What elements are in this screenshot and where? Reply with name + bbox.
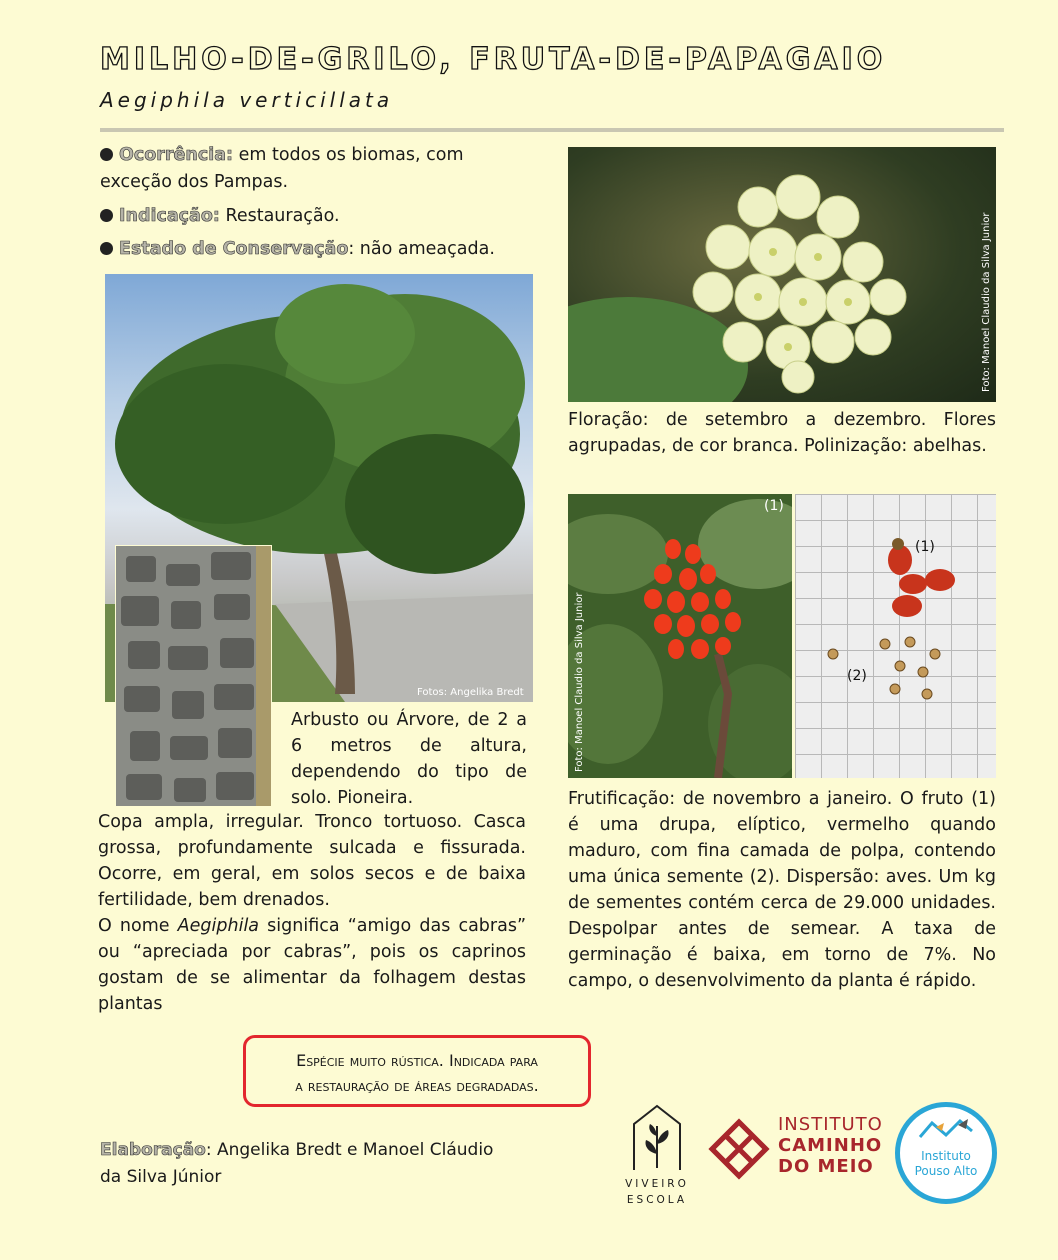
bullet-icon [100, 209, 113, 222]
endless-knot-icon [708, 1112, 770, 1192]
header-divider [100, 128, 1004, 132]
fruit-marker-1: (1) [764, 498, 784, 514]
bullet-icon [100, 242, 113, 255]
description-paragraph-1: Copa ampla, irregular. Tronco tortuoso. Casca grossa, profundamente sulcada e fissurada. Ocorre, em geral, em solos secos e de baixa fertilidade, bem drenados. [98, 812, 526, 910]
fruiting-text: Frutificação: de novembro a janeiro. O fruto (1) é uma drupa, elíptico, vermelho quando maduro, com fina camada de polpa, contendo uma única semente (2). Dispersão: aves. Um kg de sementes contém cerca de 29.000 unidades. Despolpar antes de semear. A taxa de germinação é baixa, em torno de 7%. No campo, o desenvolvimento da planta é rápido. [568, 789, 996, 991]
credits-text: : Angelika Bredt e Manoel Cláudio da Silva Júnior [100, 1140, 494, 1187]
indication-item [100, 203, 520, 230]
scientific-name: Aegiphila verticillata [100, 88, 394, 112]
occurrence-text: em todos os biomas, com exceção dos Pampas. [100, 145, 464, 192]
fruit-photo-credit: Foto: Manoel Claudio da Silva Junior [574, 592, 585, 772]
instituto-caminho-do-meio-logo [708, 1112, 883, 1192]
page-title: MILHO-DE-GRILO, FRUTA-DE-PAPAGAIO [100, 42, 887, 77]
flower-photo-credit: Foto: Manoel Claudio da Silva Junior [981, 212, 992, 392]
credits [100, 1137, 520, 1191]
fruit-seed-illustration [795, 494, 996, 778]
indication-label: Indicação: [119, 206, 220, 226]
birds-icon [916, 1117, 976, 1145]
description-p2-after: significa “amigo das cabras” ou “apreciada por cabras”, pois os caprinos gostam de se alimentar da folhagem destas plantas [98, 916, 527, 1014]
bullet-icon [100, 148, 113, 161]
fruit-marker-1-grid: (1) [915, 539, 935, 555]
flowering-text: Floração: de setembro a dezembro. Flores agrupadas, de cor branca. Polinização: abelhas. [568, 410, 996, 456]
instituto-line-1: INSTITUTO [778, 1114, 883, 1135]
conservation-item [100, 236, 520, 263]
bark-texture [116, 546, 271, 806]
flower-photo [568, 147, 996, 402]
viveiro-line-1: VIVEIRO [625, 1178, 689, 1190]
fruit-seed-photo [795, 494, 996, 778]
genus-name: Aegiphila [177, 916, 260, 936]
callout-line-1: Espécie muito rústica. Indicada para [296, 1051, 538, 1070]
occurrence-item [100, 142, 520, 196]
instituto-line-2: CAMINHO [778, 1135, 883, 1156]
fruit-branch-photo [568, 494, 792, 778]
fruit-branch-illustration [568, 494, 792, 778]
description [98, 809, 526, 1017]
occurrence-label: Ocorrência: [119, 145, 234, 165]
instituto-line-3: DO MEIO [778, 1156, 874, 1177]
indication-text: Restauração. [219, 206, 340, 226]
flower-illustration [568, 147, 996, 402]
habit-text: Arbusto ou Árvore, de 2 a 6 metros de altura, dependendo do tipo de solo. Pioneira. [291, 710, 527, 808]
callout-box [243, 1035, 591, 1107]
pouso-line-1: Instituto [921, 1149, 971, 1163]
instituto-pouso-alto-logo [895, 1102, 997, 1204]
conservation-text: : não ameaçada. [348, 239, 495, 259]
credits-label: Elaboração [100, 1140, 206, 1160]
house-plant-icon [622, 1102, 692, 1172]
conservation-label: Estado de Conservação [119, 239, 349, 259]
bark-photo [115, 545, 272, 807]
viveiro-escola-logo [622, 1102, 692, 1206]
callout-line-2: a restauração de áreas degradadas. [295, 1076, 539, 1095]
viveiro-line-2: ESCOLA [626, 1194, 688, 1206]
tree-photo-credit: Fotos: Angelika Bredt [417, 687, 524, 698]
description-paragraph-2 [98, 913, 526, 1017]
description-p2-before: O nome [98, 916, 178, 936]
pouso-line-2: Pouso Alto [914, 1164, 978, 1178]
seed-marker-2: (2) [847, 668, 867, 684]
